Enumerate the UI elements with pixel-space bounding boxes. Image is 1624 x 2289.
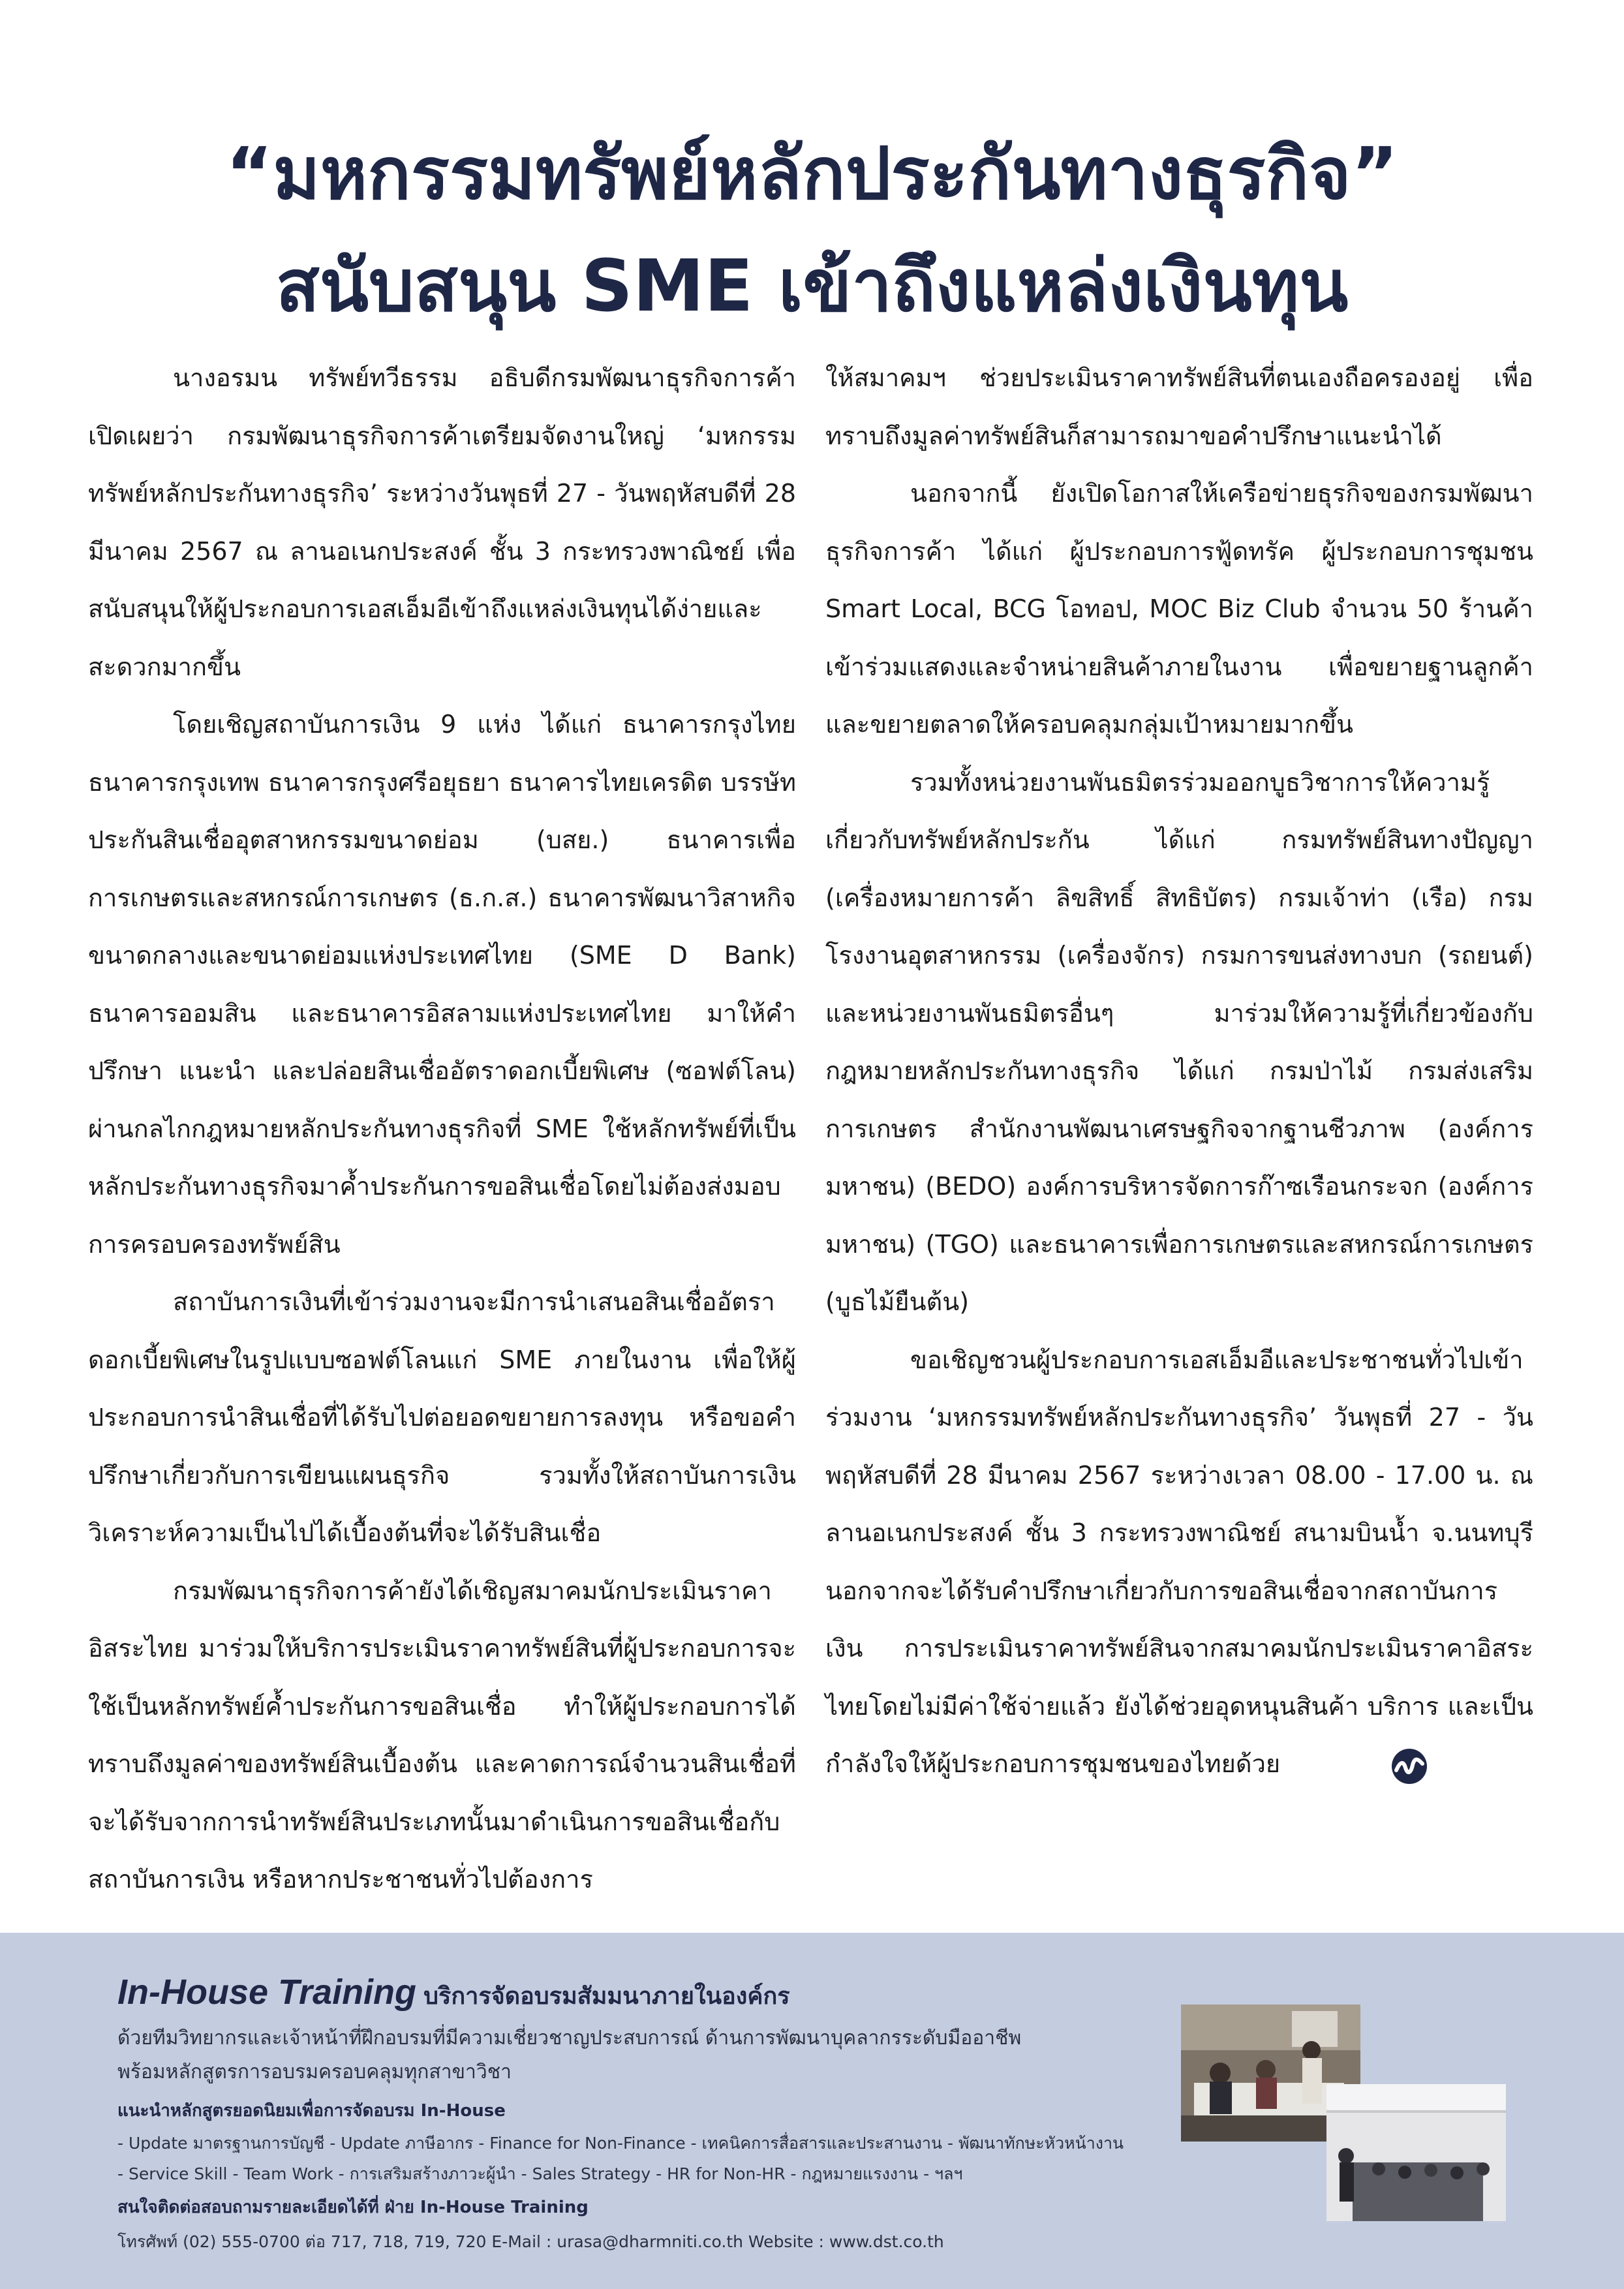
footer-brand: In-House Training	[117, 1973, 417, 2012]
paragraph: นางอรมน ทรัพย์ทวีธรรม อธิบดีกรมพัฒนาธุรกิจการค้า เปิดเผยว่า กรมพัฒนาธุรกิจการค้าเตรียมจัดงานใหญ่ ‘มหกรรมทรัพย์หลักประกันทางธุรกิจ’ ระหว่างวันพุธที่ 27 - วันพฤหัสบดีที่ 28 มีนาคม 2567 ณ ลานอเนกประสงค์ ชั้น 3 กระทรวงพาณิชย์ เพื่อสนับสนุนให้ผู้ประกอบการเอสเอ็มอีเข้าถึงแหล่งเงินทุนได้ง่ายและสะดวกมากขึ้น	[88, 363, 796, 681]
footer-courses-heading: แนะนำหลักสูตรยอดนิยมเพื่อการจัดอบรม In-House	[117, 2101, 506, 2121]
footer-description-line-2: พร้อมหลักสูตรการอบรมครอบคลุมทุกสาขาวิชา	[117, 2061, 512, 2083]
paragraph: ให้สมาคมฯ ช่วยประเมินราคาทรัพย์สินที่ตนเองถือครองอยู่ เพื่อทราบถึงมูลค่าทรัพย์สินก็สามารถมาขอคำปรึกษาแนะนำได้	[825, 363, 1533, 450]
footer-brand-subtitle: บริการจัดอบรมสัมมนาภายในองค์กร	[423, 1983, 790, 2010]
footer-contact-line: โทรศัพท์ (02) 555-0700 ต่อ 717, 718, 719, 720 E-Mail : urasa@dharmniti.co.th Website : www.dst.co.th	[117, 2232, 944, 2251]
article-title	[0, 117, 1624, 342]
footer-contact-heading: สนใจติดต่อสอบถามรายละเอียดได้ที่ ฝ่าย In-House Training	[117, 2198, 589, 2217]
footer-courses-line-1: - Update มาตรฐานการบัญชี - Update ภาษีอากร - Finance for Non-Finance - เทคนิคการสื่อสารและประสานงาน - พัฒนาทักษะหัวหน้างาน	[117, 2134, 1124, 2153]
paragraph: รวมทั้งหน่วยงานพันธมิตรร่วมออกบูธวิชาการให้ความรู้เกี่ยวกับทรัพย์หลักประกัน ได้แก่ กรมทรัพย์สินทางปัญญา (เครื่องหมายการค้า ลิขสิทธิ์ สิทธิบัตร) กรมเจ้าท่า (เรือ) กรมโรงงานอุตสาหกรรม (เครื่องจักร) กรมการขนส่งทางบก (รถยนต์) และหน่วยงานพันธมิตรอื่นๆ มาร่วมให้ความรู้ที่เกี่ยวข้องกับกฎหมายหลักประกันทางธุรกิจ ได้แก่ กรมป่าไม้ กรมส่งเสริมการเกษตร สำนักงานพัฒนาเศรษฐกิจจากฐานชีวภาพ (องค์การมหาชน) (BEDO) องค์การบริหารจัดการก๊าซเรือนกระจก (องค์การมหาชน) (TGO) และธนาคารเพื่อการเกษตรและสหกรณ์การเกษตร (บูธไม้ยืนต้น)	[825, 767, 1533, 1316]
footer-heading	[117, 1972, 790, 2014]
paragraph: นอกจากนี้ ยังเปิดโอกาสให้เครือข่ายธุรกิจของกรมพัฒนาธุรกิจการค้า ได้แก่ ผู้ประกอบการฟู้ดทรัค ผู้ประกอบการชุมชน Smart Local, BCG โอทอป, MOC Biz Club จำนวน 50 ร้านค้า เข้าร่วมแสดงและจำหน่ายสินค้าภายในงาน เพื่อขยายฐานลูกค้าและขยายตลาดให้ครอบคลุมกลุ่มเป้าหมายมากขึ้น	[825, 479, 1533, 739]
paragraph: กรมพัฒนาธุรกิจการค้ายังได้เชิญสมาคมนักประเมินราคาอิสระไทย มาร่วมให้บริการประเมินราคาทรัพย์สินที่ผู้ประกอบการจะใช้เป็นหลักทรัพย์ค้ำประกันการขอสินเชื่อ ทำให้ผู้ประกอบการได้ทราบถึงมูลค่าของทรัพย์สินเบื้องต้น และคาดการณ์จำนวนสินเชื่อที่จะได้รับจากการนำทรัพย์สินประเภทนั้นมาดำเนินการขอสินเชื่อกับสถาบันการเงิน หรือหากประชาชนทั่วไปต้องการ	[88, 1576, 796, 1894]
wave-end-mark-icon	[1306, 1747, 1343, 1784]
title-line-2: สนับสนุน SME เข้าถึงแหล่งเงินทุน	[275, 244, 1349, 328]
footer-banner	[0, 1933, 1624, 2289]
paragraph-last	[825, 1331, 1533, 1793]
left-column	[88, 349, 796, 1909]
right-column	[825, 349, 1533, 1793]
footer-courses-line-2: - Service Skill - Team Work - การเสริมสร้างภาวะผู้นำ - Sales Strategy - HR for Non-HR - กฎหมายแรงงาน - ฯลฯ	[117, 2164, 963, 2183]
paragraph: สถาบันการเงินที่เข้าร่วมงานจะมีการนำเสนอสินเชื่ออัตราดอกเบี้ยพิเศษในรูปแบบซอฟต์โลนแก่ SME ภายในงาน เพื่อให้ผู้ประกอบการนำสินเชื่อที่ได้รับไปต่อยอดขยายการลงทุน หรือขอคำปรึกษาเกี่ยวกับการเขียนแผนธุรกิจ รวมทั้งให้สถาบันการเงินวิเคราะห์ความเป็นไปได้เบื้องต้นที่จะได้รับสินเชื่อ	[88, 1287, 796, 1547]
paragraph-last-text: ขอเชิญชวนผู้ประกอบการเอสเอ็มอีและประชาชนทั่วไปเข้าร่วมงาน ‘มหกรรมทรัพย์หลักประกันทางธุรกิจ’ วันพุธที่ 27 - วันพฤหัสบดีที่ 28 มีนาคม 2567 ระหว่างเวลา 08.00 - 17.00 น. ณ ลานอเนกประสงค์ ชั้น 3 กระทรวงพาณิชย์ สนามบินน้ำ จ.นนทบุรี นอกจากจะได้รับคำปรึกษาเกี่ยวกับการขอสินเชื่อจากสถาบันการเงิน การประเมินราคาทรัพย์สินจากสมาคมนักประเมินราคาอิสระไทยโดยไม่มีค่าใช้จ่ายแล้ว ยังได้ช่วยอุดหนุนสินค้า บริการ และเป็นกำลังใจให้ผู้ประกอบการชุมชนของไทยด้วย	[825, 1345, 1533, 1778]
paragraph: โดยเชิญสถาบันการเงิน 9 แห่ง ได้แก่ ธนาคารกรุงไทย ธนาคารกรุงเทพ ธนาคารกรุงศรีอยุธยา ธนาคารไทยเครดิต บรรษัทประกันสินเชื่ออุตสาหกรรมขนาดย่อม (บสย.) ธนาคารเพื่อการเกษตรและสหกรณ์การเกษตร (ธ.ก.ส.) ธนาคารพัฒนาวิสาหกิจขนาดกลางและขนาดย่อมแห่งประเทศไทย (SME D Bank) ธนาคารออมสิน และธนาคารอิสลามแห่งประเทศไทย มาให้คำปรึกษา แนะนำ และปล่อยสินเชื่ออัตราดอกเบี้ยพิเศษ (ซอฟต์โลน) ผ่านกลไกกฎหมายหลักประกันทางธุรกิจที่ SME ใช้หลักทรัพย์ที่เป็นหลักประกันทางธุรกิจมาค้ำประกันการขอสินเชื่อโดยไม่ต้องส่งมอบการครอบครองทรัพย์สิน	[88, 710, 796, 1259]
training-photo-2	[1326, 2084, 1506, 2221]
title-line-1: “มหกรรมทรัพย์หลักประกันทางธุรกิจ”	[225, 132, 1398, 215]
footer-description-line-1: ด้วยทีมวิทยากรและเจ้าหน้าที่ฝึกอบรมที่มีความเชี่ยวชาญประสบการณ์ ด้านการพัฒนาบุคลากรระดับมืออาชีพ	[117, 2027, 1022, 2050]
